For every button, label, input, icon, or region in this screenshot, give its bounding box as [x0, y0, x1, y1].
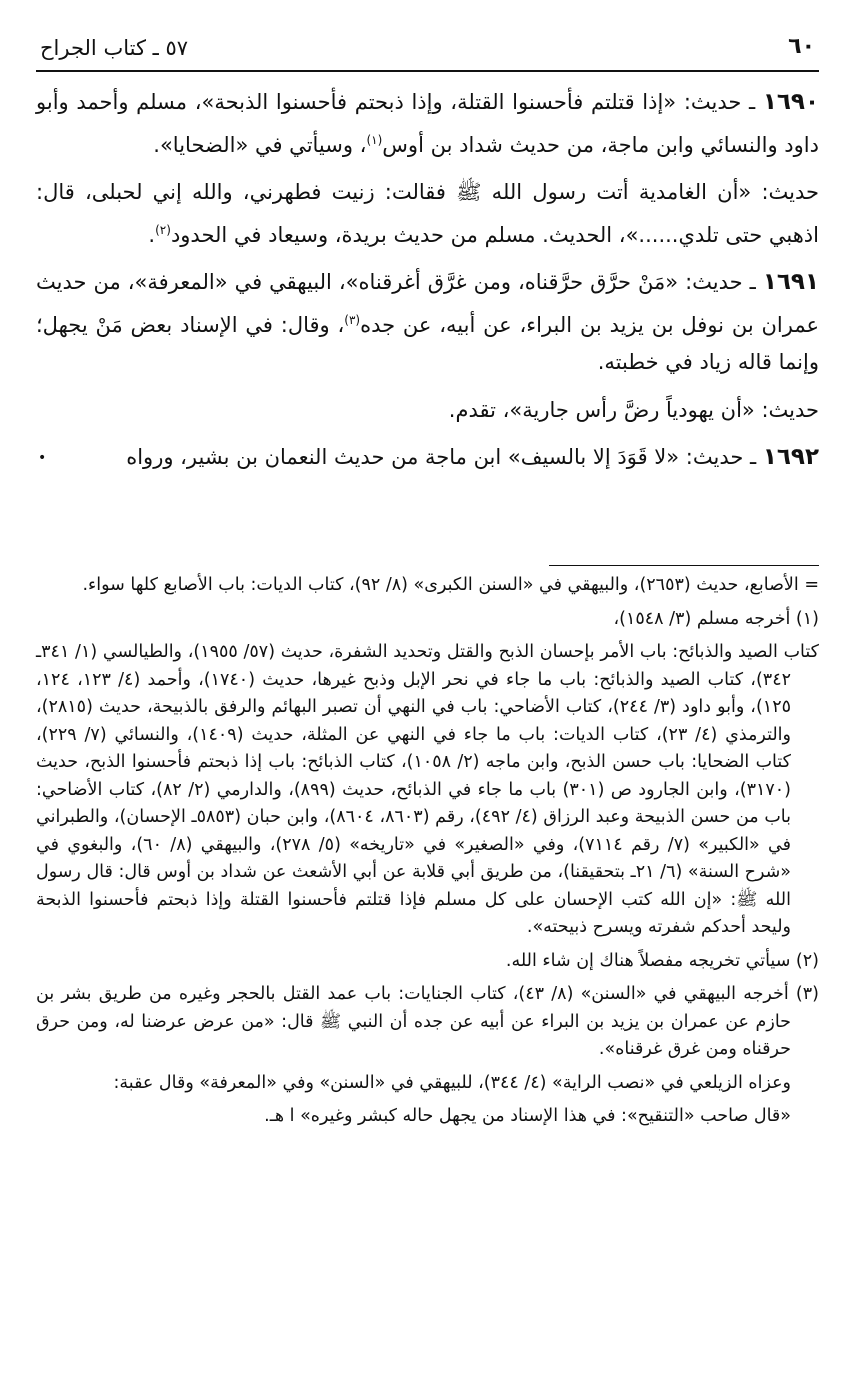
hadith-1692: [36, 439, 819, 477]
main-text: [36, 84, 819, 487]
footnote-continuation: = الأصابع، حديث (٢٦٥٣)، والبيهقي في «السنن الكبرى» (٨/ ٩٢)، كتاب الديات: باب الأصابع كلها سواء.: [82, 575, 819, 595]
hadith-text-tail: .: [148, 222, 156, 247]
hadith-jewish-man: [36, 392, 819, 430]
footnote-ref: (٣): [344, 312, 361, 327]
footnote-1-head: (١) أخرجه مسلم (٣/ ١٥٤٨)،: [613, 608, 819, 629]
hadith-ghamidiya: [36, 174, 819, 254]
hadith-text: ـ حديث: «لا قَوَدَ إلا بالسيف» ابن ماجة من حديث النعمان بن بشير، ورواه: [126, 445, 763, 469]
footnote-3-zaylai: وعزاه الزيلعي في «نصب الراية» (٤/ ٣٤٤)، للبيهقي في «السنن» وفي «المعرفة» وقال عقبة:: [113, 1072, 791, 1093]
hadith-text-tail: ، وقال: في الإسناد بعض مَنْ يجهل؛ وإنما قاله زياد في خطبته.: [36, 312, 819, 374]
footnote-ref: (٢): [155, 222, 171, 237]
running-title: ٥٧ ـ كتاب الجراح: [40, 36, 189, 60]
hadith-text: حديث: «أن يهودياً رضَّ رأس جارية»، تقدم.: [448, 397, 819, 422]
hadith-number: ١٦٩٠: [762, 89, 819, 115]
footnote-3: (٣) أخرجه البيهقي في «السنن» (٨/ ٤٣)، كتاب الجنايات: باب عمد القتل بالحجر وغيره من طريق بشر بن حازم عن عمران بن يزيد بن البراء عن أبيه عن جده أن النبي ﷺ قال: «من عرض عرضنا له، ومن حرق حرقناه ومن غرق غرقناه».: [36, 984, 819, 1059]
margin-dot: •: [38, 450, 47, 466]
hadith-number: ١٦٩٢: [762, 444, 819, 470]
footnote-1-body: كتاب الصيد والذبائح: باب الأمر بإحسان الذبح والقتل وتحديد الشفرة، حديث (٥٧/ ١٩٥٥)، والطيالسي (١/ ٣٤١ـ ٣٤٢)، كتاب الصيد والذبائح: باب ما جاء في نحر الإبل وذبح غيرها، حديث (١٧٤٠)، وأحمد (٤/ ١٢٣، ١٢٤، ١٢٥)، وأبو داود (٣/ ٢٤٤)، كتاب الأضاحي: باب في النهي أن تصبر البهائم والرفق بالذبيحة، حديث (٢٨١٥)، والترمذي (٤/ ٢٣)، كتاب الديات: باب ما جاء في النهي عن المثلة، حديث (١٤٠٩)، والنسائي (٧/ ٢٢٩)، كتاب الضحايا: باب حسن الذبح، وابن ماجه (٢/ ١٠٥٨)، كتاب الذبائح: باب إذا ذبحتم فأحسنوا الذبح، حديث (٣١٧٠)، وابن الجارود ص (٣٠١) باب ما جاء في الذبائح، حديث (٨٩٩)، والدارمي (٢/ ٨٢)، كتاب الأضاحي: باب من حسن الذبيحة وعبد الرزاق (٤/ ٤٩٢)، رقم (٨٦٠٣، ٨٦٠٤)، وابن حبان (٥٨٥٣ـ الإحسان)، والطبراني في «الكبير» (٧/ رقم ٧١١٤)، وفي «الصغير» في «تاريخه» (٥/ ٢٧٨)، والبيهقي (٨/ ٦٠)، والبغوي في «شرح السنة» (٦/ ٢١ـ بتحقيقنا)، من طريق أبي قلابة عن أبي الأشعث عن شداد بن أوس قال: قال رسول الله ﷺ: «إن الله كتب الإحسان على كل مسلم فإذا قتلتم فأحسنوا القتلة وإذا ذبحتم فأحسنوا الذبحة وليحد أحدكم شفرته ويسرح ذبيحته».: [36, 642, 819, 937]
footnotes: [36, 572, 819, 1137]
hadith-text: ـ حديث: «إذا قتلتم فأحسنوا القتلة، وإذا ذبحتم فأحسنوا الذبحة»، مسلم وأحمد وأبو داود والنسائي وابن ماجة، من حديث شداد بن أوس: [36, 90, 819, 157]
hadith-text: ـ حديث: «مَنْ حرَّق حرَّقناه، ومن غرَّق أغرقناه»، البيهقي في «المعرفة»، من حديث عمران بن نوفل بن يزيد بن البراء، عن أبيه، عن جده: [36, 270, 819, 337]
hadith-1691: [36, 264, 819, 382]
page-number: ٦٠: [788, 34, 815, 59]
hadith-text-tail: ، وسيأتي في «الضحايا».: [153, 132, 367, 157]
hadith-number: ١٦٩١: [762, 269, 819, 295]
footnote-ref: (١): [366, 132, 383, 147]
page-header: [36, 30, 819, 72]
footnote-divider: [549, 565, 819, 566]
footnote-2: (٢) سيأتي تخريجه مفصلاً هناك إن شاء الله.: [505, 950, 819, 971]
hadith-1690: [36, 84, 819, 164]
footnote-3-tanqih: «قال صاحب «التنقيح»: في هذا الإسناد من يجهل حاله كبشر وغيره» ا هـ.: [264, 1106, 791, 1126]
hadith-text: حديث: «أن الغامدية أتت رسول الله ﷺ فقالت: زنيت فطهرني، والله إني لحبلى، قال: اذهبي حتى تلدي......»، الحديث. مسلم من حديث بريدة، وسيعاد في الحدود: [36, 180, 819, 247]
